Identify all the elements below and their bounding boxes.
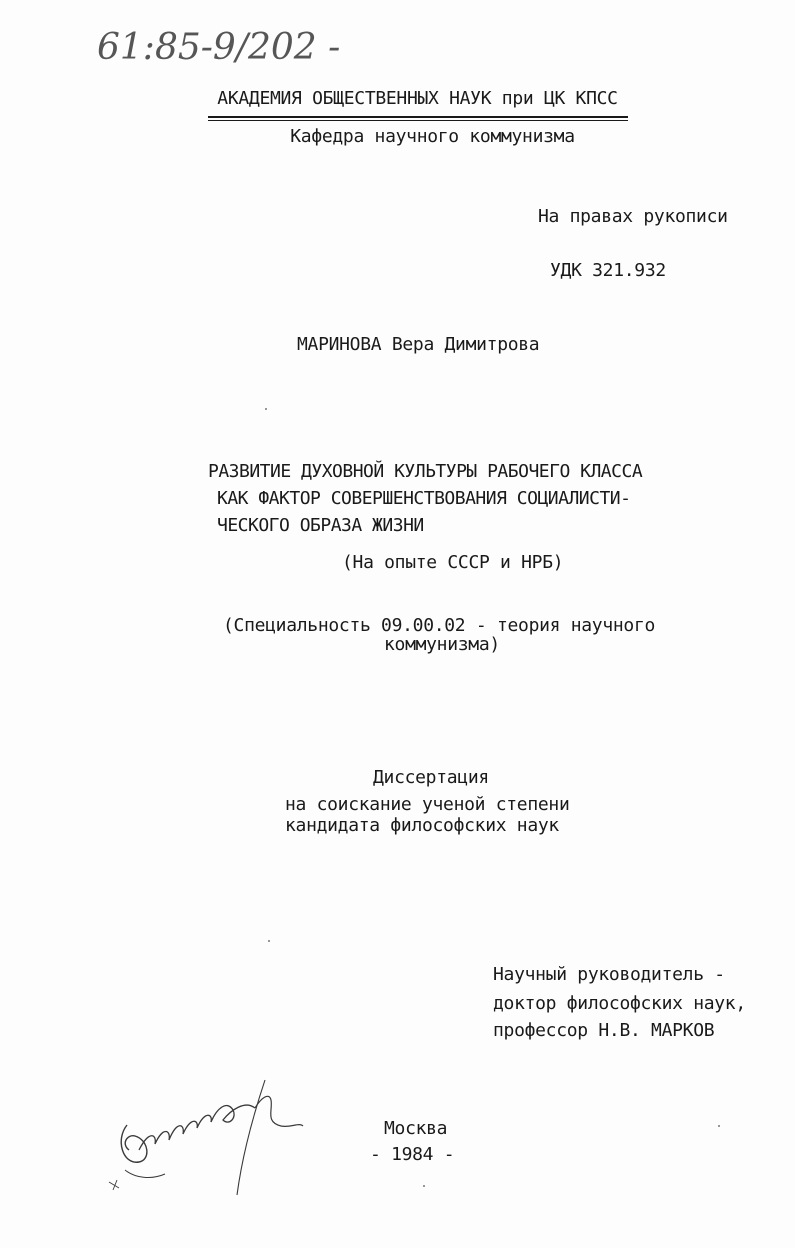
year: - 1984 -: [370, 1144, 455, 1165]
city: Москва: [384, 1118, 448, 1139]
specialty-line-1: (Специальность 09.00.02 - теория научного: [223, 615, 656, 636]
speck: [268, 940, 270, 942]
academy-name: АКАДЕМИЯ ОБЩЕСТВЕННЫХ НАУК при ЦК КПСС: [217, 88, 618, 109]
advisor-title: Научный руководитель -: [493, 964, 725, 985]
department-name: Кафедра научного коммунизма: [290, 126, 575, 147]
specialty-line-2: коммунизма): [384, 634, 500, 655]
speck: [718, 1125, 720, 1127]
dissertation-label: Диссертация: [373, 767, 489, 788]
title-line-3: ЧЕСКОГО ОБРАЗА ЖИЗНИ: [217, 515, 424, 536]
handwritten-archive-mark: [95, 15, 395, 75]
title-subtitle: (На опыте СССР и НРБ): [342, 552, 564, 573]
header-divider-bottom: [208, 120, 628, 121]
speck: [423, 1185, 425, 1187]
handwritten-signature: [105, 1070, 315, 1200]
advisor-name: профессор Н.В. МАРКОВ: [493, 1020, 715, 1041]
header-divider-top: [208, 116, 628, 118]
rights-notice: На правах рукописи: [538, 206, 728, 227]
speck: [265, 408, 267, 410]
degree-line-1: на соискание ученой степени: [285, 794, 570, 815]
udc-code: УДК 321.932: [550, 260, 666, 281]
author-name: МАРИНОВА Вера Димитрова: [297, 334, 540, 355]
svg-text:61:85-9/202 -: 61:85-9/202 -: [97, 27, 341, 68]
advisor-degree: доктор философских наук,: [493, 993, 746, 1014]
degree-line-2: кандидата философских наук: [285, 815, 559, 836]
title-line-1: РАЗВИТИЕ ДУХОВНОЙ КУЛЬТУРЫ РАБОЧЕГО КЛАССА: [208, 461, 643, 482]
title-line-2: КАК ФАКТОР СОВЕРШЕНСТВОВАНИЯ СОЦИАЛИСТИ-: [217, 488, 631, 509]
